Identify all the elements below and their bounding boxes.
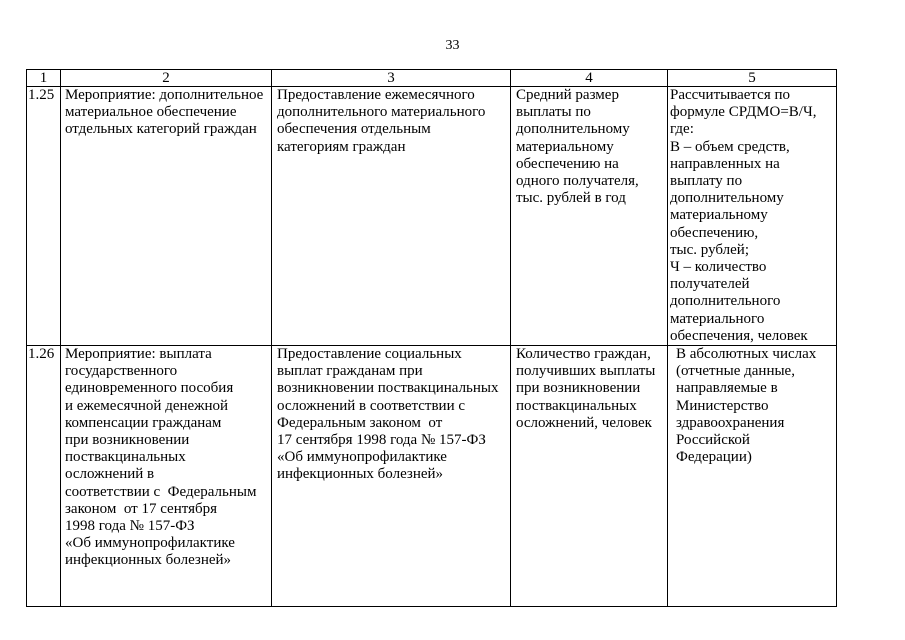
cell-text-line: при возникновении — [516, 380, 641, 397]
cell-text-line: инфекционных болезней» — [65, 552, 232, 569]
cell-text-line: государственного — [65, 363, 178, 380]
cell-text-line: выплату по — [670, 173, 743, 190]
cell-text-line: тыс. рублей; — [670, 241, 749, 258]
table-cell — [272, 87, 511, 346]
cell-text-line: Федеральным законом от — [277, 414, 443, 431]
cell-text-line: здравоохранения — [676, 414, 785, 431]
cell-text-line: получивших выплаты — [516, 363, 656, 380]
cell-text-line: обеспечения отдельным — [277, 121, 431, 138]
cell-text-line: и ежемесячной денежной — [65, 397, 229, 414]
cell-text-line: Ч – количество — [670, 259, 767, 276]
table-cell — [511, 87, 668, 346]
cell-text-line: при возникновении — [65, 432, 190, 449]
cell-text-line: законом от 17 сентября — [65, 500, 218, 517]
cell-text-line: выплаты по — [516, 104, 591, 121]
table-cell — [668, 346, 837, 607]
cell-text-line: В – объем средств, — [670, 138, 790, 155]
cell-text-line: выплат гражданам при — [277, 363, 423, 380]
cell-text-line: возникновении поствакцинальных — [277, 380, 499, 397]
cell-text-line: Количество граждан, — [516, 346, 651, 362]
table-cell — [61, 87, 272, 346]
cell-text-line: дополнительному — [670, 190, 784, 207]
cell-text-line: обеспечению на — [516, 155, 619, 172]
cell-text-line: инфекционных болезней» — [277, 466, 444, 483]
cell-text-line: (отчетные данные, — [676, 363, 795, 380]
cell-text-line: тыс. рублей в год — [516, 190, 626, 207]
cell-text-line: Федерации) — [676, 449, 752, 466]
cell-text-line: материальному — [670, 207, 768, 224]
table-cell — [61, 346, 272, 607]
cell-text-line: компенсации гражданам — [65, 414, 222, 431]
cell-text-line: Предоставление социальных — [277, 346, 462, 362]
cell-text-line: соответствии с Федеральным — [65, 483, 257, 500]
cell-text-line: категориям граждан — [277, 138, 406, 155]
cell-text-line: «Об иммунопрофилактике — [65, 535, 235, 552]
cell-text-line: дополнительному — [516, 121, 630, 138]
cell-text-line: дополнительного — [670, 293, 781, 310]
cell-text-line: осложнений в — [65, 466, 155, 483]
table-cell — [511, 346, 668, 607]
cell-text-line: «Об иммунопрофилактике — [277, 449, 447, 466]
cell-text-line: Российской — [676, 432, 750, 449]
cell-text-line: где: — [670, 121, 694, 138]
cell-text-line: формуле СРДМО=В/Ч, — [670, 104, 817, 121]
cell-text-line: материальное обеспечение — [65, 104, 237, 121]
page-number: 33 — [445, 38, 460, 53]
cell-text-line: единовременного пособия — [65, 380, 234, 397]
cell-text-line: осложнений, человек — [516, 414, 652, 431]
cell-text-line: обеспечению, — [670, 224, 759, 241]
column-header: 1 — [27, 70, 61, 87]
cell-text-line: 1998 года № 157-ФЗ — [65, 518, 195, 535]
cell-text-line: одного получателя, — [516, 173, 639, 190]
table-cell — [668, 87, 837, 346]
cell-text-line: осложнений в соответствии с — [277, 397, 466, 414]
cell-text-line: Министерство — [676, 397, 769, 414]
cell-text-line: поствакцинальных — [516, 397, 637, 414]
cell-text-line: 17 сентября 1998 года № 157-ФЗ — [277, 432, 486, 449]
column-header: 2 — [61, 70, 272, 87]
cell-text-line: Мероприятие: выплата — [65, 346, 212, 362]
column-header: 3 — [272, 70, 511, 87]
cell-text-line: Предоставление ежемесячного — [277, 87, 475, 103]
row-number-cell — [27, 346, 61, 607]
cell-text-line: В абсолютных числах — [676, 346, 817, 362]
document-table — [26, 69, 837, 607]
cell-text-line: поствакцинальных — [65, 449, 186, 466]
cell-text-line: дополнительного материального — [277, 104, 486, 121]
column-header: 5 — [668, 70, 837, 87]
cell-text-line: материальному — [516, 138, 614, 155]
cell-text-line: Мероприятие: дополнительное — [65, 87, 264, 103]
row-number: 1.26 — [28, 346, 55, 362]
cell-text-line: Рассчитывается по — [670, 87, 790, 103]
cell-text-line: получателей — [670, 276, 750, 293]
table-cell — [272, 346, 511, 607]
cell-text-line: направленных на — [670, 155, 780, 172]
column-header: 4 — [511, 70, 668, 87]
row-number-cell — [27, 87, 61, 346]
cell-text-line: Средний размер — [516, 87, 619, 103]
cell-text-line: материального — [670, 310, 765, 327]
cell-text-line: направляемые в — [676, 380, 778, 397]
cell-text-line: обеспечения, человек — [670, 327, 808, 344]
row-number: 1.25 — [28, 87, 55, 103]
cell-text-line: отдельных категорий граждан — [65, 121, 257, 138]
